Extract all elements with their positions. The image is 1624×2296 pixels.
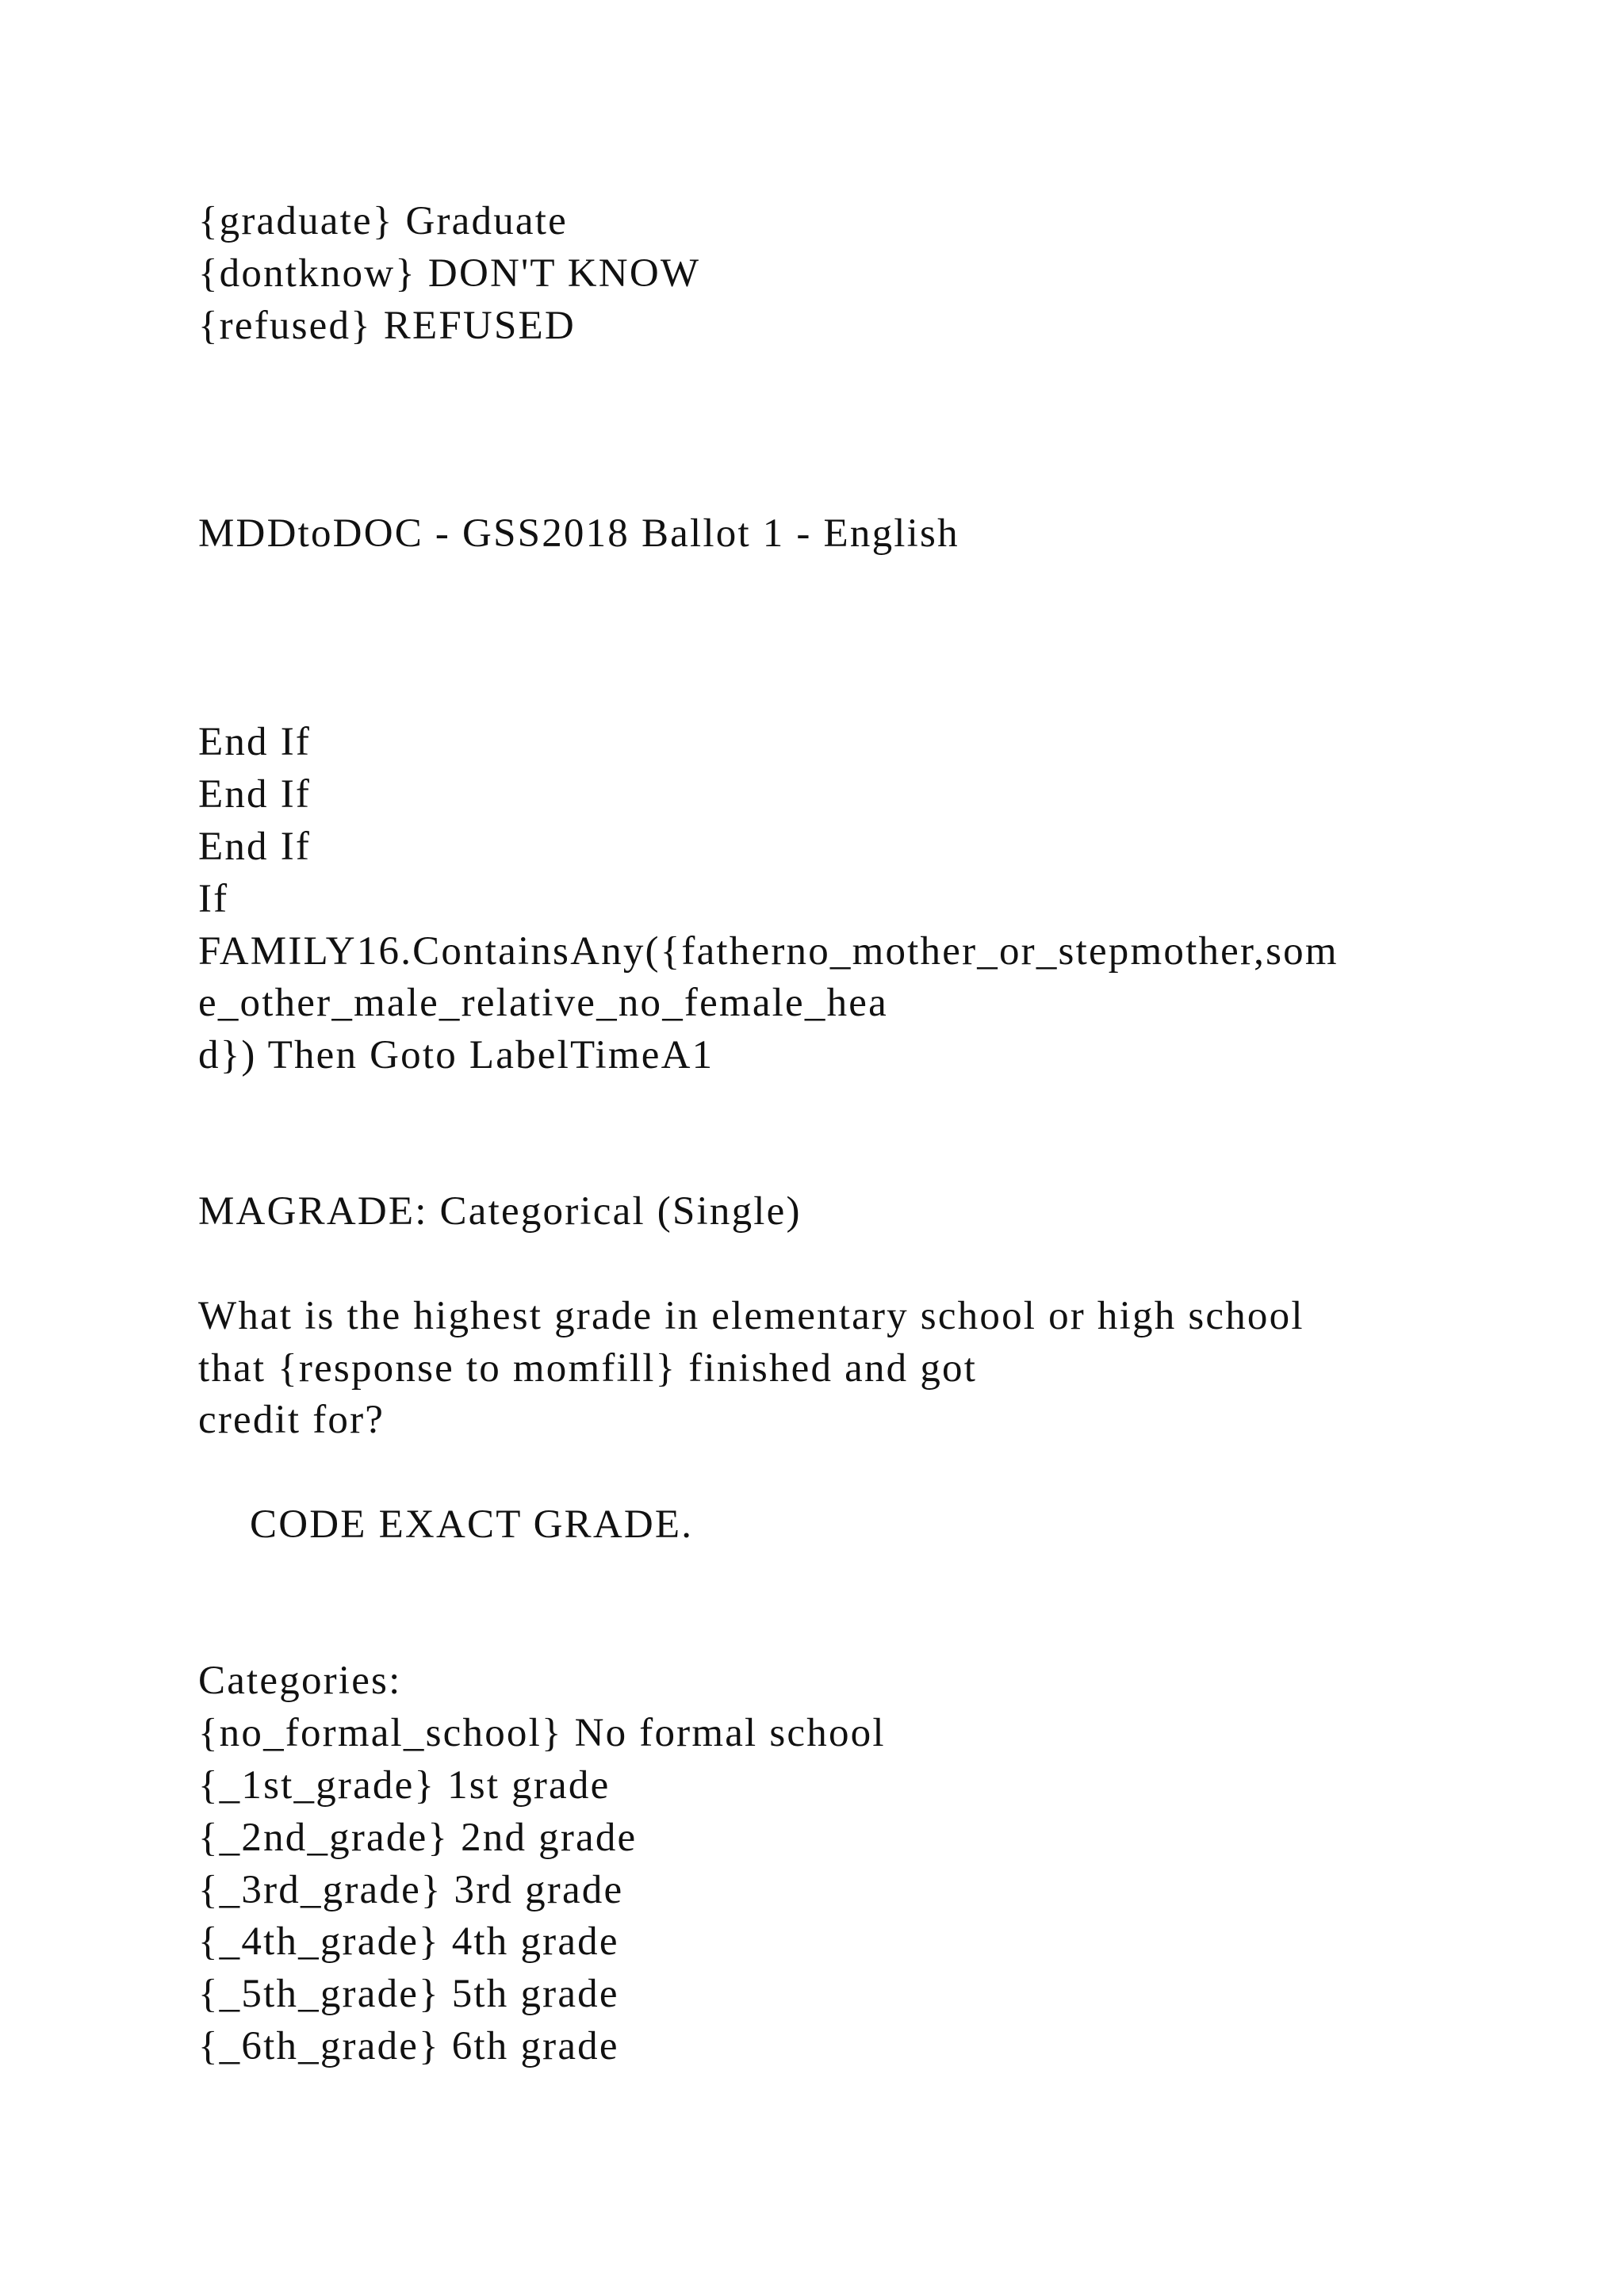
categories-label: Categories: <box>198 1659 402 1703</box>
category-item: {_1st_grade} 1st grade <box>198 1763 611 1808</box>
logic-line: End If <box>198 720 312 764</box>
category-item: {_3rd_grade} 3rd grade <box>198 1868 624 1912</box>
document-header: MDDtoDOC - GSS2018 Ballot 1 - English <box>198 511 959 556</box>
logic-line: End If <box>198 825 312 869</box>
interviewer-instruction: CODE EXACT GRADE. <box>250 1502 694 1547</box>
logic-line: End If <box>198 772 312 817</box>
logic-line: e_other_male_relative_no_female_hea <box>198 981 888 1025</box>
category-item: {_6th_grade} 6th grade <box>198 2024 619 2068</box>
category-dontknow: {dontknow} DON'T KNOW <box>198 251 701 296</box>
question-text-line: credit for? <box>198 1398 385 1442</box>
logic-line: FAMILY16.ContainsAny({fatherno_mother_or_stepmother,som <box>198 929 1339 974</box>
category-item: {_5th_grade} 5th grade <box>198 1972 619 2016</box>
question-text-line: that {response to momfill} finished and got <box>198 1346 978 1391</box>
logic-line: If <box>198 877 229 921</box>
category-item: {_2nd_grade} 2nd grade <box>198 1816 638 1860</box>
question-text-line: What is the highest grade in elementary school or high school <box>198 1294 1304 1338</box>
category-refused: {refused} REFUSED <box>198 304 576 348</box>
category-item: {_4th_grade} 4th grade <box>198 1919 619 1964</box>
question-name: MAGRADE: Categorical (Single) <box>198 1189 802 1234</box>
logic-line: d}) Then Goto LabelTimeA1 <box>198 1033 714 1077</box>
category-graduate: {graduate} Graduate <box>198 199 568 243</box>
category-item: {no_formal_school} No formal school <box>198 1711 886 1755</box>
